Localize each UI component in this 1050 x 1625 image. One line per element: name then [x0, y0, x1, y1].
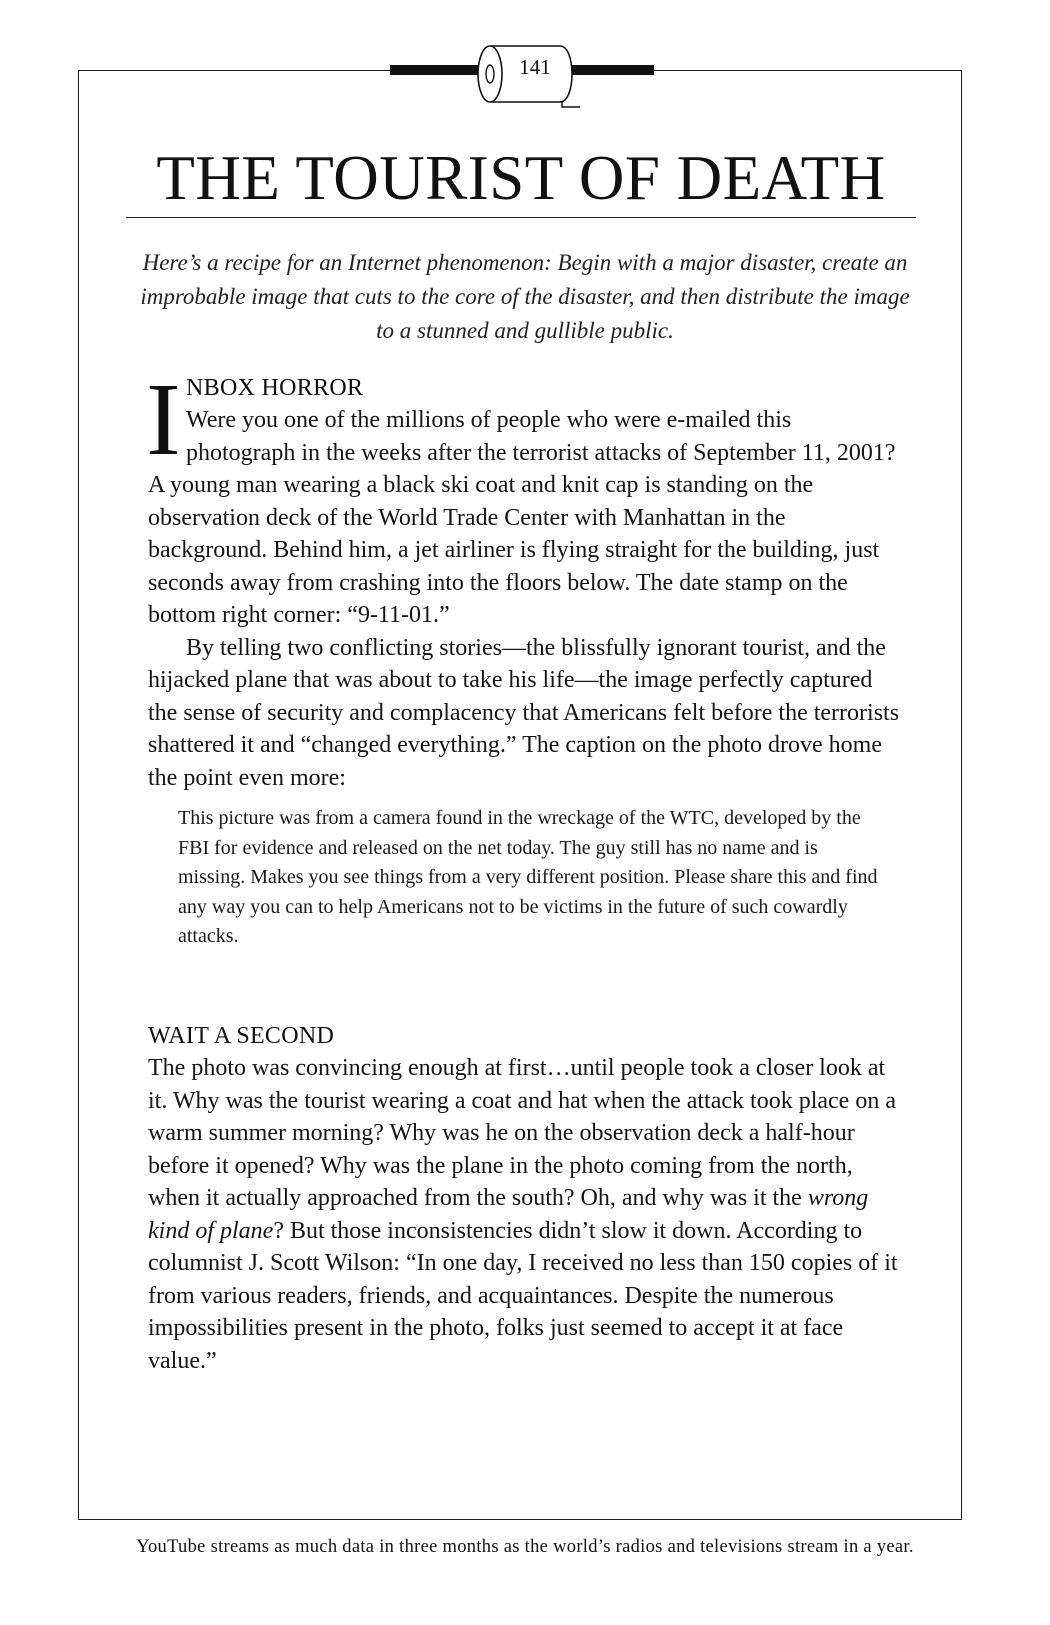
page-number: 141 [519, 55, 551, 79]
text-run: The photo was convincing enough at first…until people took a closer look at it. Why was the tourist wearing a coat and hat when the attack took place on a warm summer morning? Why was he on the observation deck a half-hour before it opened? Why was the plane in the photo coming from the north, when it actually approached from the south? Oh, and why was it the [148, 1055, 896, 1211]
section-inbox-horror [146, 362, 900, 952]
photo-caption-quote: This picture was from a camera found in the wreckage of the WTC, developed by the FBI for evidence and released on the net today. The guy still has no name and is missing. Makes you see things from a very different position. Please share this and find any way you can to help Americans not to be victims in the future of such cowardly attacks. [178, 807, 878, 947]
paragraph: Were you one of the millions of people who were e-mailed this photograph in the weeks after the terrorist attacks of September 11, 2001? A young man wearing a black ski coat and knit cap is standing on the observation deck of the World Trade Center with Manhattan in the background. Behind him, a jet airliner is flying straight for the building, just seconds away from crashing into the floors below. The date stamp on the bottom right corner: “9-11-01.” [148, 407, 896, 628]
intro-text: Here’s a recipe for an Internet phenomenon: Begin with a major disaster, create an improbable image that cuts to the core of the disaster, and then distribute the image to a stunned and gullible public. [140, 250, 910, 343]
section-heading: WAIT A SECOND [148, 1023, 335, 1049]
emphasis-text: wrong kind of plane [148, 1185, 869, 1244]
paragraph: By telling two conflicting stories—the blissfully ignorant tourist, and the hijacked plane that was about to take his life—the image perfectly captured the sense of security and complacency that Americans felt before the terrorists shattered it and “changed everything.” The caption on the photo drove home the point even more: [148, 634, 900, 791]
title-underline [126, 217, 916, 218]
page-title: THE TOURIST OF DEATH [156, 143, 886, 213]
drop-cap: I [146, 362, 181, 477]
paragraph [148, 1052, 900, 1377]
article-body [146, 362, 900, 952]
text-run: ? But those inconsistencies didn’t slow it down. According to columnist J. Scott Wilson: “In one day, I received no less than 150 copies of it from various readers, friends, and acquaintances. Despite the numerous impossibilities present in the photo, folks just seemed to accept it at face value.” [148, 1217, 898, 1374]
section-wait-a-second [148, 1020, 900, 1377]
section-heading: NBOX HORROR [186, 375, 364, 401]
footer-fact: YouTube streams as much data in three months as the world’s radios and televisions stream in a year. [136, 1537, 914, 1557]
